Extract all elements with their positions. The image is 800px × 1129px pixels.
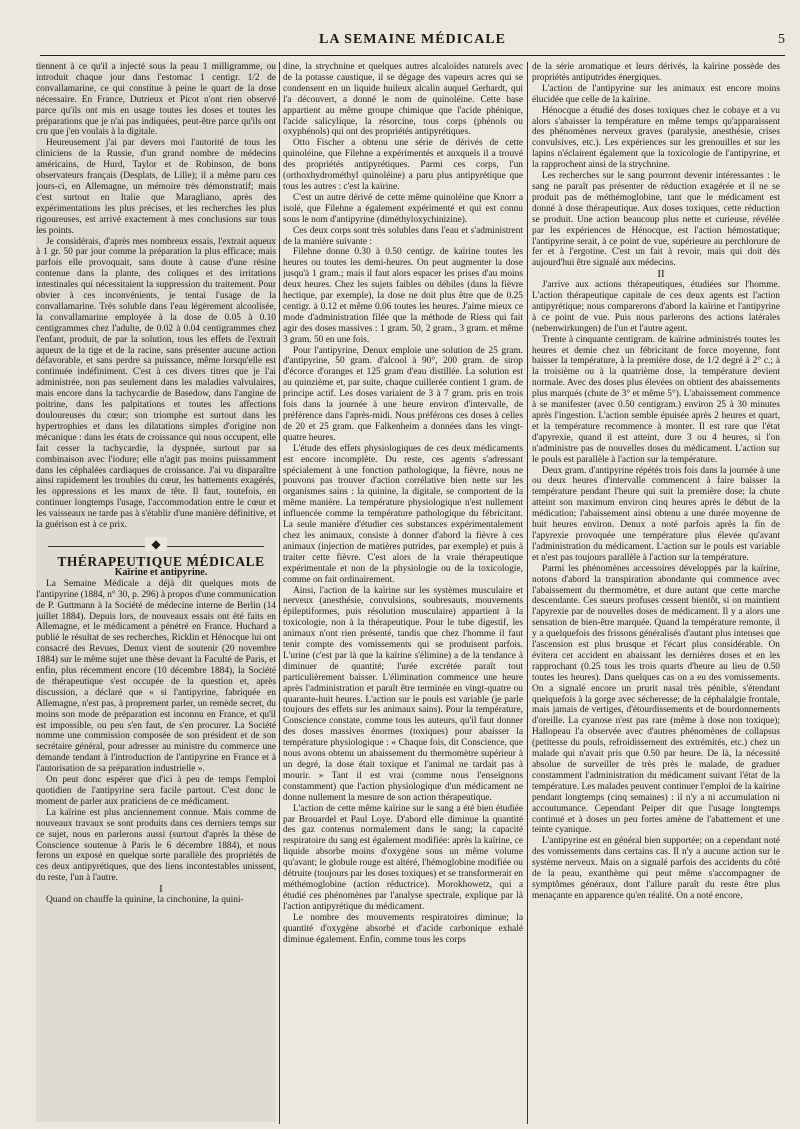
paragraph: L'action de cette même kaïrine sur le sang a été bien étudiée par Brouardel et Paul Loye. D'abord elle diminue la quantité des gaz contenus normalement dans le sang; la capacité respiratoire du sang est également modifiée: après la kaïrine, ce liquide absorbe moins d'oxygène sous un même volume qu'avant; le globule rouge est altéré, l'hémoglobine modifiée ou détruite (toujours par les doses toxiques) et se transformerait en méthémoglobine (action réductrice). Morokhowetz, qui a étudié ces phénomènes par l'analyse spectrale, explique par là l'action antipyrétique du médicament. [283,803,523,912]
journal-title: LA SEMAINE MÉDICALE [318,32,507,47]
column-2 [283,62,523,1122]
page-header [40,32,785,54]
paragraph: La kaïrine est plus anciennement connue. Mais comme de nouveaux travaux se sont produits dans ces derniers temps sur ce sujet, nous en parlerons aussi (surtout d'après la thèse de Conscience soutenue à Paris le 6 décembre 1884), et nous ferons un exposé en quelque sorte parallèle des propriétés de ces deux antipyrétiques, que des liens incontestables unissent, du reste, l'un à l'autre. [36,807,276,884]
paragraph: Filehne donne 0.30 à 0.50 centigr. de kaïrine toutes les heures ou toutes les demi-heures. On peut augmenter la dose jusqu'à 1 gram.; mais il faut alors espacer les prises d'au moins deux heures. Chez les sujets faibles ou débiles (dans la fièvre hectique, par exemple), la dose ne doit plus être que de 0.25 centigr. à 0.12 et même 0.06 toutes les heures. J'aime mieux ce mode d'administration filée que la méthode de Riess qui fait agir des doses massives : 1 gram. 50, 2 gram., 3 gram. et même 3 gram. 50 en une fois. [283,247,523,345]
paragraph: Hénocque a étudié des doses toxiques chez le cobaye et a vu alors s'abaisser la température en même temps qu'apparaissent des phénomènes nerveux graves (paralysie, anesthésie, crises convulsives, etc.). Les expériences sur les grenouilles et sur les lapins n'éclairent également que la toxicologie de l'antipyrine, et la rapprochent ainsi de la strychnine. [532,105,780,171]
paragraph: de la série aromatique et leurs dérivés, la kaïrine possède des propriétés antiputrides énergiques. [532,62,780,83]
roman-heading: I [159,883,163,896]
paragraph: Je considérais, d'après mes nombreux essais, l'extrait aqueux à 1 gr. 50 par jour comme la préparation la plus efficace; mais parfois elle provoquait, sans doute à cause d'une résine contenue dans la plante, des coliques et des irritations intestinales qui nécessitaient la suppression du traitement. Pour obvier à ces inconvénients, je tentai l'usage de la convallamarine. Très soluble dans l'eau légèrement alcoolisée, la convallamarine employée à la dose de 0.05 à 0.10 centigrammes chez l'adulte, de 0.02 à 0.04 centigrammes chez l'enfant, produit, de par la solution, tous les effets de l'extrait aqueux de la tige et de la racine, sans présenter aucune action défavorable, et sans perdre sa puissance, même lorsqu'elle est continuée indéfiniment. C'est à ces divers titres que je l'ai administrée, non pas seulement dans les maladies valvulaires, mais encore dans la tachycardie de Basedow, dans l'angine de poitrine, dans les palpitations et toutes les affections douloureuses du cœur; son triomphe est surtout dans les hypertrophies et dans les dilatations simples d'origine non mécanique : dans les états de croissance qui nous occupent, elle fait cesser la tachycardie, la dyspnée, surtout par sa combinaison avec l'iodure; elle n'agit pas moins puissamment dans les céphalées cardiaques de croissance. J'ai vu disparaître ainsi rapidement les troubles du cœur, les battements exagérés, les oppressions et les maux de tête. Il faut, toutefois, en continuer longtemps l'usage, l'accommodation entre le cœur et les vaisseaux ne tarde pas à s'établir d'une manière définitive, et la guérison est à ce prix. [36,236,276,531]
paragraph: tiennent à ce qu'il a injecté sous la peau 1 milligramme, ou introduit chaque jour dans l'estomac 1 centigr. 1/2 de convallamarine, ce qui constitue à peine le quart de la dose nécessaire. En France, Dutrieux et Picot n'ont rien observé parce qu'ils ont mis en usage toutes les doses et toutes les préparations que je n'ai pas indiquées, peut-être parce qu'ils ont cru que j'en voulais à la digitale. [36,62,276,138]
column-3 [532,62,780,1122]
paragraph: L'action de l'antipyrine sur les animaux est encore moins élucidée que celle de la kaïrine. [532,83,780,105]
roman-heading: II [657,268,665,281]
paragraph: J'arrive aux actions thérapeutiques, étudiées sur l'homme. L'action thérapeutique capitale de ces deux agents est l'action antipyrétique; nous comparerons d'abord la kaïrine et l'antipyrine à ce point de vue. Puis nous parlerons des actions latérales (nebenwirkungen) de l'un et l'autre agent. [532,280,780,334]
page-number: 5 [778,32,785,47]
paragraph: Parmi les phénomènes accessoires développés par la kaïrine, notons d'abord la transpiration abondante qui commence avec l'abaissement du thermomètre, et dure autant que cette marche descendante. Ces sueurs profuses cessent bientôt, si on maintient l'apyrexie par de nouvelles doses de médicament. Il y a alors une sensation de bien-être marquée. Quand la température remonte, il y a quelquefois des frissons généralisés d'autant plus intenses que l'ascension est plus brusque et l'écart plus considérable. On évitera cet accident en abaissant les dernières doses et en les rapprochant (0.25 tous les trois quarts d'heure au lieu de 0.50 toutes les heures). Dans quelques cas on a eu des vomissements. On a signalé encore un prurit nasal très pénible, s'étendant quelquefois à la gorge avec sécheresse; de la céphalalgie frontale, mais jamais de vertiges, d'étourdissements et de bourdonnements d'oreille. La cyanose n'est pas rare (même à dose non toxique); Hallopeau l'a observée avec d'autres phénomènes de collapsus (petitesse du pouls, refroidissement des extrémités, etc.) chez un malade qui n'avait pris que 0.50 par heure. De là, la nécessité absolue de surveiller de très près le malade, de graduer constamment l'administration du médicament suivant l'état de la température. Les malades peuvent continuer l'emploi de la kaïrine pendant longtemps (cinq semaines) : il n'y a ni accumulation ni accoutumance. Cependant Peiper dit que l'usage longtemps continué et à doses un peu fortes amène de l'abattement et une teinte cyanique. [532,563,780,836]
section-ornament: ◆ [36,539,276,553]
paragraph: Trente à cinquante centigram. de kaïrine administrés toutes les heures et demie chez un fébricitant de force moyenne, font baisser la température, à la première dose, de 1/2 degré à 2° c.; à la troisième ou à la quatrième dose, la température devient normale. Avec des doses plus élevées on obtient des abaissements plus marqués (chute de 3° et même 5°). L'abaissement commence à se manifester (avec 0.50 centigram.) environ 25 à 30 minutes après l'ingestion. L'action semble épuisée après 2 heures et quart, et la température recommence à monter. Il est rare que l'état d'apyrexie, quand il est atteint, dure 3 ou 4 heures, si l'on n'administre pas de nouvelles doses du médicament. L'action sur le pouls est parallèle à l'action sur la température. [532,334,780,465]
paragraph: Les recherches sur le sang pourront devenir intéressantes : le sang ne paraît pas présenter de réduction exagérée et il ne se produit pas de méthémoglobine, tant que le médicament est donné à dose thérapeutique. Aux doses toxiques, cette réduction se produit. Une action beaucoup plus nette et curieuse, révélée par les expériences de Hénocque, est l'action hémostatique; l'antipyrine serait, à ce point de vue, supérieure au perchlorure de fer et à l'ergotine. C'est un fait à revoir, mais qui doit dès aujourd'hui être signalé aux médecins. [532,171,780,269]
header-rule [40,55,785,56]
paragraph: Ces deux corps sont très solubles dans l'eau et s'administrent de la manière suivante : [283,225,523,247]
paragraph: Otto Fischer a obtenu une série de dérivés de cette quinoléine, que Filehne a expérimentés et auxquels il a trouvé des propriétés antipyrétiques. Parmi ces corps, l'un (orthoxhydrométhyl quinoléine) a paru plus antipyrétique que tous les autres : c'est la kaïrine. [283,138,523,192]
paragraph: L'étude des effets physiologiques de ces deux médicaments est encore incomplète. Du reste, ces agents s'adressant spécialement à une fonction pathologique, la fièvre, nous ne pouvons pas trouver d'action corrélative bien nette sur les organismes sains : la quinine, la digitale, se comportent de la même manière. La température physiologique n'est nullement influencée comme la température pathologique du fébricitant. La seule manière d'étudier ces substances expérimentalement chez les animaux, consiste à donner d'abord la fièvre à ces animaux (injection de matières putrides, par exemple) et puis à traiter cette fièvre. C'est alors de la vraie thérapeutique expérimentale et non de la physiologie ou de la toxicologie, comme on fait ordinairement. [283,443,523,585]
paragraph: Le nombre des mouvements respiratoires diminue; la quantité d'oxygène absorbé et d'acide carbonique exhalé diminue également. Enfin, comme tous les corps [283,912,523,945]
paragraph: On peut donc espérer que d'ici à peu de temps l'emploi quotidien de l'antipyrine sera facile partout. C'est donc le moment de parler aux praticiens de ce médicament. [36,775,276,807]
paragraph: dine, la strychnine et quelques autres alcaloïdes naturels avec de la potasse caustique, il se dégage des vapeurs acres qui se condensent en un liquide huileux alcalin auquel Gerhardt, qui l'a découvert, a donné le nom de quinoléine. Cette base appartient au même groupe chimique que l'acide phénique, l'acide salicylique, la résorcine, tous corps (phénols ou oxyphénols) qui ont des propriétés antipyrétiques. [283,62,523,138]
paragraph: La Semaine Médicale a déjà dit quelques mots de l'antipyrine (1884, n° 30, p. 296) à propos d'une communication de P. Guttmann à la Société de médecine interne de Berlin (14 juillet 1884). Depuis lors, de nouveaux essais ont été faits en Allemagne, et le médicament a pénétré en France. Huchard a publié le résultat de ses recherches, Ricklin et Hénocque lui ont consacré des Revues, Denux vient de soutenir (20 novembre 1884) sur le même sujet une thèse devant la Faculté de Paris, et enfin, plus récemment encore (10 décembre 1884), la Société de thérapeutique s'est occupée de la question et, après discussion, a déclaré que « si l'antipyrine, fabriquée en Allemagne, n'est pas, à proprement parler, un remède secret, du moins son mode de préparation est inconnu en France, et qu'il est impossible, ou peu s'en faut, de s'en procurer. La Société nomme une commission composée de son président et de son secrétaire général, pour adresser au ministre du commerce une demande tendant à l'introduction de l'antipyrine en France et à l'autorisation de sa préparation industrielle ». [36,578,276,775]
paragraph: Ainsi, l'action de la kaïrine sur les systèmes musculaire et nerveux (anesthésie, convulsions, soubresauts, mouvements épileptiformes, puis résolution musculaire) appartient à la toxicologie, non à la thérapeutique. Pour le tube digestif, les animaux n'ont rien présenté, tandis que chez l'homme il faut tenir compte des vomissements qui se produisent parfois. L'urine (c'est par là que la kaïrine s'élimine) a de la tendance à diminuer de quantité; l'urée excrétée paraît tout particulièrement baisser. L'élimination commence une heure après l'administration et paraît être terminée en vingt-quatre ou quarante-huit heures. L'action sur le pouls est variable (je parle toujours des effets sur les animaux sains). Pour la température, Conscience constate, comme tous les auteurs, qu'il faut donner des doses massives énormes (toxiques) pour abaisser la température physiologique : « Chaque fois, dit Conscience, que nous avons obtenu un abaissement du thermomètre supérieur à un degré, la dose était toxique et l'animal ne tardait pas à mourir. » Tant il est vrai (comme nous l'enseignons constamment) que l'action physiologique d'un médicament ne donne nullement la mesure de son action thérapeutique. [283,585,523,803]
paragraph: C'est un autre dérivé de cette même quinoléine que Knorr a isolé, que Filehne a également expérimenté et qui est connu sous le nom d'antipyrine (diméthyloxychinizine). [283,192,523,225]
column-1 [36,62,276,1122]
paragraph: Quand on chauffe la quinine, la cinchonine, la quini- [46,895,244,906]
paragraph: Pour l'antipyrine, Denux emploie une solution de 25 gram. d'antipyrine, 50 gram. d'alcool à 90°, 200 gram. de sirop d'écorce d'oranges et 125 gram d'eau distillée. La solution est au quinzième et, par suite, chaque cuillerée contient 1 gram. de principe actif. Les doses variaient de 3 à 7 gram. pris en trois fois dans la journée à une heure environ d'intervalle, de préférence dans l'après-midi. Nous préférons ces doses à celles de 20 et 25 gram. que Falkenheim a données dans les vingt-quatre heures. [283,345,523,443]
column-divider [527,62,528,1124]
section-title: THÉRAPEUTIQUE MÉDICALE [57,553,265,569]
paragraph: L'antipyrine est en général bien supportée; on a cependant noté des vomissements dans certains cas. Il n'y a aucune action sur le système nerveux. Mais on a signalé parfois des accidents du côté de la peau, exanthème qui peut même s'accompagner de symptômes généraux, dont l'allure paraît du reste être plus menaçante en apparence qu'en réalité. On a noté encore, [532,836,780,901]
paragraph: Deux gram. d'antipyrine répétés trois fois dans la journée à une ou deux heures d'intervalle commencent à faire baisser la température pendant l'heure qui suit la première dose; la chute atteint son maximum environ cinq heures après le début de la médication; l'abaissement ainsi obtenu a une durée moyenne de huit heures environ. Denux a noté parfois après la fin de l'apyrexie provoquée une température plus élevée qu'avant l'administration du médicament. L'action sur le pouls est variable et n'est pas toujours parallèle à l'action sur la température. [532,465,780,563]
article-title: Kaïrine et antipyrine. [114,566,208,578]
paragraph: Heureusement j'ai par devers moi l'autorité de tous les cliniciens de la Russie, d'un grand nombre de médecins américains, de Hurd, Taylor et de Robinson, de bons observateurs français (Desplats, de Lille); il a même paru ces jours-ci, en Allemagne, un mémoire très démonstratif; mais c'est surtout en Italie que Maragliano, après des expérimentations les plus précises, et les recherches les plus rigoureuses, est arrivé exactement à mes conclusions sur tous les points. [36,138,276,236]
column-divider [279,62,280,1124]
